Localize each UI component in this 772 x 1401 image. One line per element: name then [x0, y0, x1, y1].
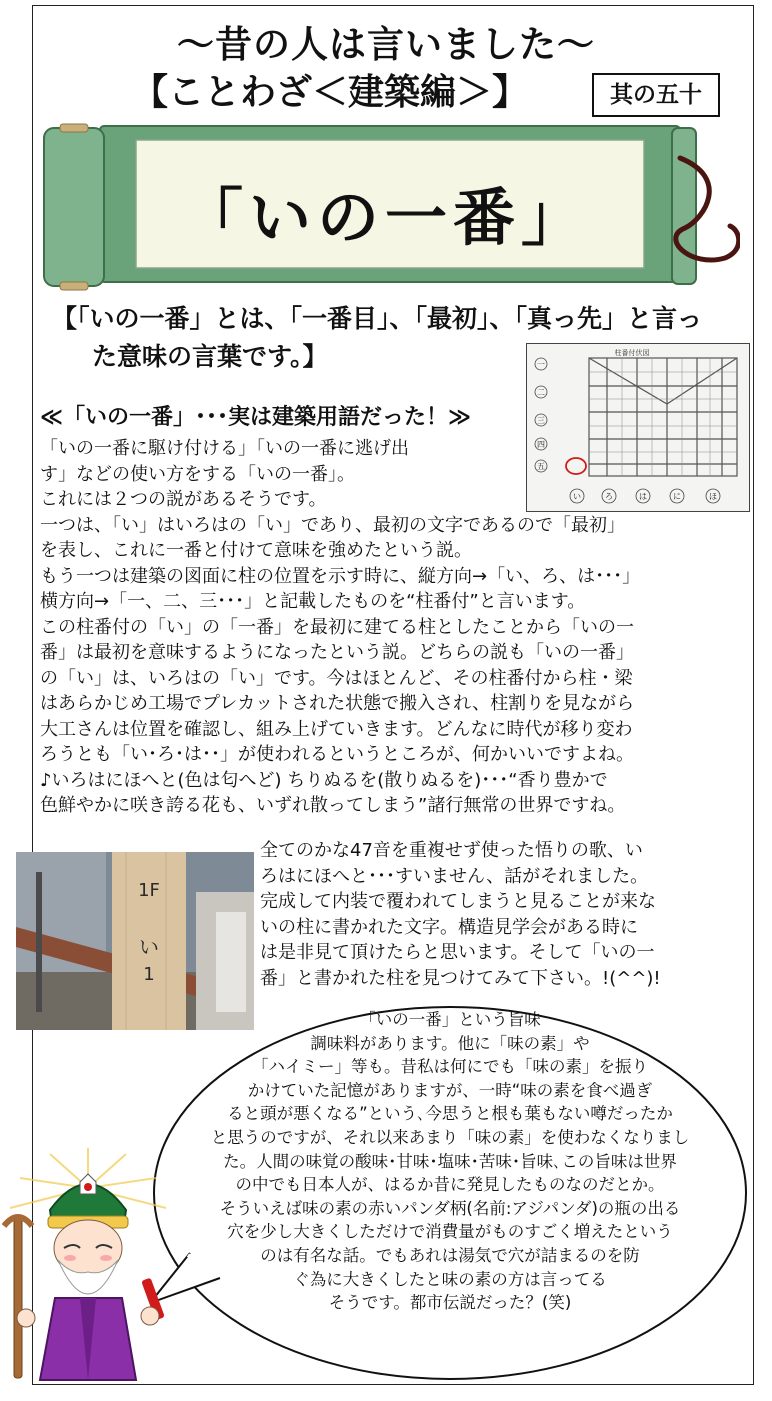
column-mark: 1: [143, 964, 155, 985]
note-line: いの柱に書かれた文字。構造見学会がある時に: [260, 916, 638, 938]
lead-line: 【「いの一番」とは、「一番目」、「最初」、「真っ先」と言っ: [52, 304, 703, 333]
article-heading: ≪「いの一番」･･･実は建築用語だった！≫: [40, 405, 472, 430]
column-mark: い: [139, 935, 159, 959]
plan-col-label: ほ: [709, 492, 717, 501]
plan-row-label: 一: [537, 360, 545, 369]
article-body: [40, 436, 640, 819]
article-note: [260, 838, 661, 991]
bubble-line: かけていた記憶がありますが、一時“味の素を食べ過ぎ: [247, 1080, 653, 1100]
body-line: もう一つは建築の図面に柱の位置を示す時に、縦方向→「い、ろ、は･･･」: [40, 565, 641, 587]
plan-title: 柱番付伏図: [614, 349, 650, 357]
body-line: ♪いろはにほへと(色は匂へど) ちりぬるを(散りぬるを)･･･“香り豊かで: [40, 769, 608, 791]
plan-row-label: 三: [537, 416, 545, 425]
bubble-line: た。人間の味覚の酸味･甘味･塩味･苦味･旨味､この旨味は世界: [223, 1151, 677, 1171]
bubble-line: のは有名な話。でもあれは湯気で穴が詰まるのを防: [260, 1245, 640, 1265]
scroll-title: 「いの一番」: [180, 181, 589, 254]
body-line: この柱番付の「い」の「一番」を最初に建てる柱としたことから「いの一: [40, 616, 634, 638]
note-line: 番」と書かれた柱を見つけてみて下さい。!(^^)!: [260, 967, 661, 989]
plan-col-label: は: [639, 492, 647, 501]
note-line: 完成して内装で覆われてしまうと見ることが来な: [260, 891, 656, 912]
bubble-line: 穴を少し大きくしただけで消費量がものすごく増えたという: [227, 1222, 673, 1242]
bubble-line: 「ハイミー」等も。昔私は何にでも「味の素」を振り: [252, 1057, 648, 1077]
bubble-text: [150, 1008, 750, 1315]
body-line: す」などの使い方をする「いの一番」。: [40, 463, 355, 485]
note-line: 全てのかな47音を重複せず使った悟りの歌、い: [260, 840, 643, 861]
body-line: を表し、これに一番と付けて意味を強めたという説。: [40, 540, 472, 561]
plan-row-label: 五: [537, 462, 545, 471]
bubble-line: そうです。都市伝説だった？(笑): [328, 1293, 572, 1313]
page-title: ～昔の人は言いました～: [177, 23, 595, 66]
sage-mascot: [0, 1148, 175, 1388]
body-line: 「いの一番に駆け付ける」「いの一番に逃げ出: [40, 438, 409, 459]
column-mark: 1F: [138, 880, 160, 901]
plan-row-label: 四: [537, 440, 545, 449]
body-line: 番」は最初を意味するようになったという説。どちらの説も「いの一番」: [40, 642, 634, 663]
note-line: ろはにほへと･･･すいません、話がそれました。: [260, 865, 649, 887]
bubble-line: と思うのですが、それ以来あまり「味の素」を使わなくなりまし: [210, 1127, 690, 1147]
page-subtitle: 【ことわざ＜建築編＞】: [131, 72, 528, 113]
bubble-line: ぐ為に大きくしたと味の素の方は言ってる: [293, 1269, 607, 1289]
body-line: 色鮮やかに咲き誇る花も、いずれ散ってしまう”諸行無常の世界ですね。: [40, 795, 626, 816]
body-line: 大工さんは位置を確認し、組み上げていきます。どんなに時代が移り変わ: [40, 718, 633, 740]
body-line: はあらかじめ工場でプレカットされた状態で搬入され、柱割りを見ながら: [40, 693, 635, 714]
plan-col-label: ろ: [605, 492, 613, 501]
body-line: これには２つの説があるそうです。: [40, 489, 327, 510]
bubble-line: そういえば味の素の赤いパンダ柄(名前:アジパンダ)の瓶の出る: [219, 1198, 681, 1218]
scroll-roller-right: [672, 128, 696, 284]
body-line: ろうとも「い･ろ･は･･」が使われるというところが、何かいいですよね。: [40, 744, 634, 765]
note-line: は是非見て頂けたらと思います。そして「いの一: [260, 942, 655, 963]
scroll-roller-left: [44, 128, 104, 286]
plan-col-label: に: [673, 492, 681, 501]
plan-row-label: 二: [537, 388, 545, 397]
body-line: 一つは、「い」はいろはの「い」であり、最初の文字であるので「最初」: [40, 514, 625, 536]
issue-badge: 其の五十: [592, 73, 720, 117]
lead-line: た意味の言葉です。】: [92, 342, 328, 371]
body-line: 横方向→「一、二、三･･･」と記載したものを“柱番付”と言います。: [40, 591, 586, 612]
bubble-line: の中でも日本人が、はるか昔に発見したものなのだとか。: [235, 1175, 665, 1195]
bubble-line: 調味料があります。他に「味の素」や: [310, 1033, 590, 1053]
bubble-line: ると頭が悪くなる”という､今思うと根も葉もない噂だったか: [227, 1104, 673, 1124]
bubble-line: 「いの一番」という旨味: [359, 1010, 541, 1029]
body-line: の「い」は、いろはの「い」です。今はほとんど、その柱番付から柱・梁: [40, 667, 633, 689]
plan-col-label: い: [573, 492, 581, 501]
